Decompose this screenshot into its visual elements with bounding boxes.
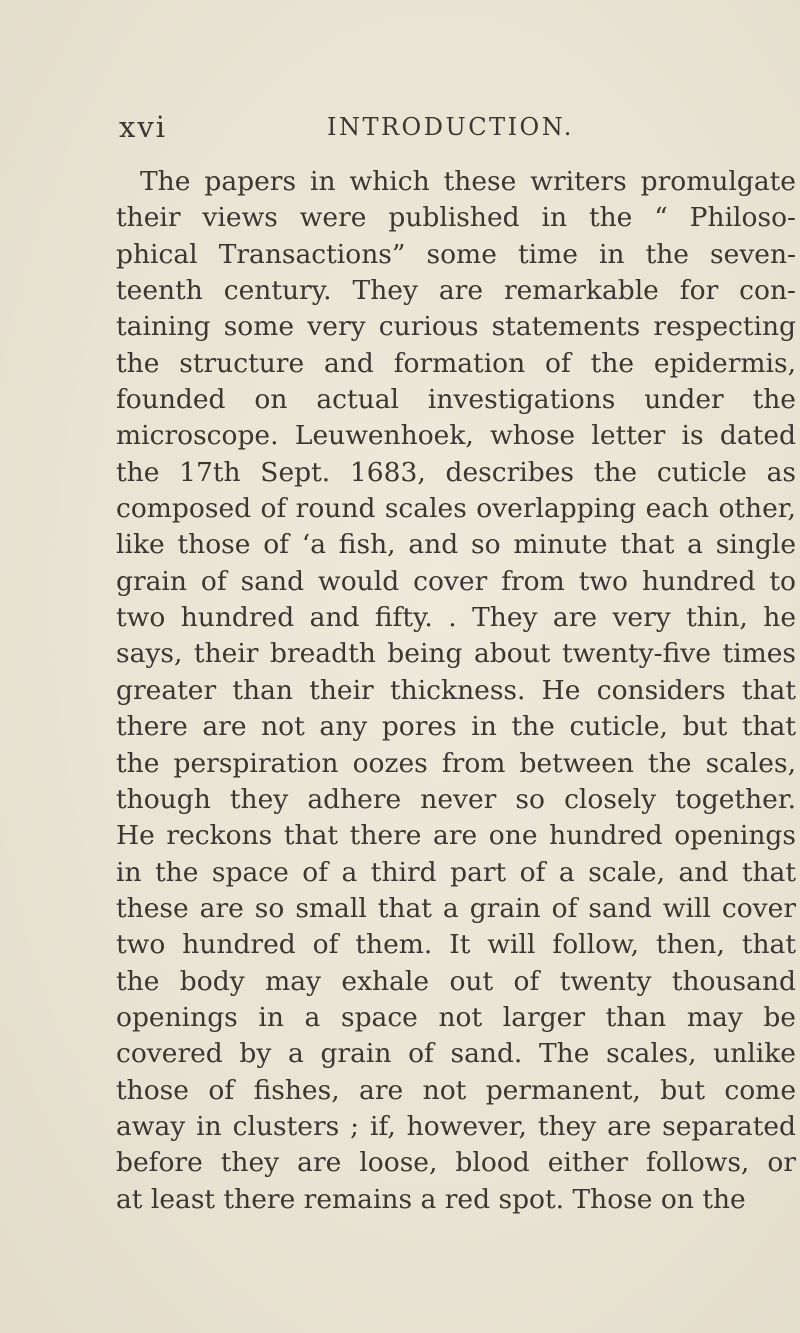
text-line: before they are loose, blood either follows, or [116,1147,796,1179]
text-line: the 17th Sept. 1683, describes the cuticle as [116,456,796,488]
text-line: founded on actual investigations under the [116,384,796,416]
text-line: the perspiration oozes from between the scales, [116,747,796,779]
text-line: these are so small that a grain of sand will cover [116,892,796,924]
text-line: taining some very curious statements respecting [116,311,796,343]
text-line: in the space of a third part of a scale, and that [116,856,796,888]
text-line: teenth century. They are remarkable for con- [116,275,796,307]
text-line: the body may exhale out of twenty thousand [116,965,796,997]
text-line: those of fishes, are not permanent, but come [116,1074,796,1106]
text-line: like those of ‘a fish, and so minute that a single [116,529,796,561]
text-line: the structure and formation of the epidermis, [116,347,796,379]
running-head [119,110,739,150]
text-line: at least there remains a red spot. Those on the [116,1183,746,1215]
text-line: composed of round scales overlapping each other, [116,493,796,525]
body-text [116,164,796,1218]
text-line: away in clusters ; if, however, they are separated [116,1110,796,1142]
text-line: openings in a space not larger than may be [116,1001,796,1033]
text-line: microscope. Leuwenhoek, whose letter is dated [116,420,796,452]
text-line: The papers in which these writers promulgate [140,166,796,197]
text-line: phical Transactions” some time in the seven- [116,238,796,270]
text-line: grain of sand would cover from two hundred to [116,565,796,597]
text-line: though they adhere never so closely together. [116,783,796,815]
text-line: two hundred of them. It will follow, then, that [116,929,796,961]
text-line: their views were published in the “ Philoso- [116,202,796,234]
text-line: covered by a grain of sand. The scales, unlike [116,1038,796,1070]
running-title: INTRODUCTION. [327,113,574,141]
text-line: greater than their thickness. He considers that [116,674,796,706]
page-number: xvi [119,110,168,144]
text-line: there are not any pores in the cuticle, but that [116,711,796,743]
text-line: He reckons that there are one hundred openings [116,820,796,852]
text-line: two hundred and fifty. . They are very thin, he [116,602,796,634]
text-line: says, their breadth being about twenty-five times [116,638,796,670]
